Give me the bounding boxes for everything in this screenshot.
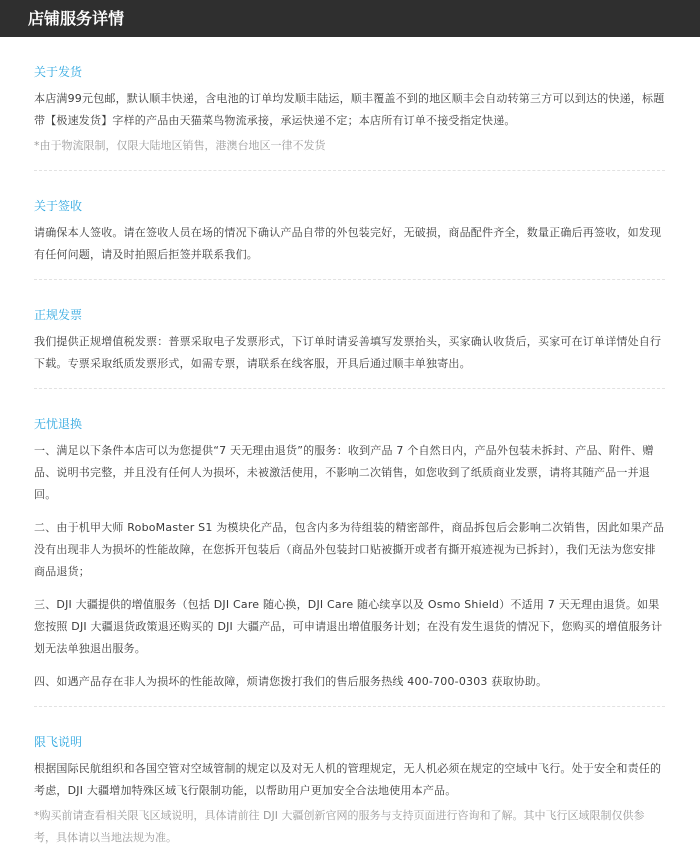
- section-returns: [34, 389, 665, 707]
- section-title-invoice: 正规发票: [34, 308, 83, 322]
- page-title: 店铺服务详情: [0, 0, 700, 37]
- section-shipping: [34, 37, 665, 171]
- returns-text-2: 二、由于机甲大师 RoboMaster S1 为模块化产品，包含内多为待组装的精密部件，商品拆包后会影响二次销售，因此如果产品没有出现非人为损坏的性能故障，在您拆开包装后（商品外包装封口贴被撕开或者有撕开痕迹视为已拆封），我们无法为您安排商品退货；: [34, 521, 665, 578]
- shipping-text: 本店满99元包邮，默认顺丰快递，含电池的订单均发顺丰陆运，顺丰覆盖不到的地区顺丰会自动转第三方可以到达的快递，标题带【极速发货】字样的产品由天猫菜鸟物流承接，承运快递不定；本店所有订单不接受指定快递。: [34, 92, 665, 127]
- receipt-text: 请确保本人签收。请在签收人员在场的情况下确认产品自带的外包装完好，无破损，商品配件齐全，数量正确后再签收，如发现有任何问题，请及时拍照后拒签并联系我们。: [34, 226, 662, 261]
- invoice-text: 我们提供正规增值税发票：普票采取电子发票形式，下订单时请妥善填写发票抬头，买家确认收货后，买家可在订单详情处自行下载。专票采取纸质发票形式，如需专票，请联系在线客服，开具后通过顺丰单独寄出。: [34, 335, 662, 370]
- section-invoice: [34, 280, 665, 389]
- returns-text-3: 三、DJI 大疆提供的增值服务（包括 DJI Care 随心换，DJI Care 随心续享以及 Osmo Shield）不适用 7 天无理由退货。如果您按照 DJI 大疆退货政策退还购买的 DJI 大疆产品，可申请退出增值服务计划；在没有发生退货的情况下，您购买的增值服务计划无法单独退出服务。: [34, 598, 663, 655]
- returns-text-4: 四、如遇产品存在非人为损坏的性能故障，烦请您拨打我们的售后服务热线 400-700-0303 获取协助。: [34, 675, 548, 688]
- shipping-note: *由于物流限制，仅限大陆地区销售，港澳台地区一律不发货: [34, 139, 326, 152]
- returns-text-1: 一、满足以下条件本店可以为您提供“7 天无理由退货”的服务：收到产品 7 个自然日内，产品外包装未拆封、产品、附件、赠品、说明书完整，并且没有任何人为损坏，未被激活使用，不影响二次销售，如您收到了纸质商业发票，请将其随产品一并退回。: [34, 444, 654, 501]
- section-title-flight-limits: 限飞说明: [34, 735, 83, 749]
- flight-limits-text: 根据国际民航组织和各国空管对空域管制的规定以及对无人机的管理规定，无人机必须在规定的空域中飞行。处于安全和责任的考虑，DJI 大疆增加特殊区域飞行限制功能，以帮助用户更加安全合法地使用本产品。: [34, 762, 662, 797]
- section-title-shipping: 关于发货: [34, 65, 83, 79]
- flight-limits-note: *购买前请查看相关限飞区域说明，具体请前往 DJI 大疆创新官网的服务与支持页面进行咨询和了解。其中飞行区域限制仅供参考，具体请以当地法规为准。: [34, 809, 645, 844]
- section-title-receipt: 关于签收: [34, 199, 83, 213]
- section-receipt: [34, 171, 665, 280]
- section-flight-limits: [34, 707, 665, 862]
- section-title-returns: 无忧退换: [34, 417, 83, 431]
- service-details: [0, 37, 700, 862]
